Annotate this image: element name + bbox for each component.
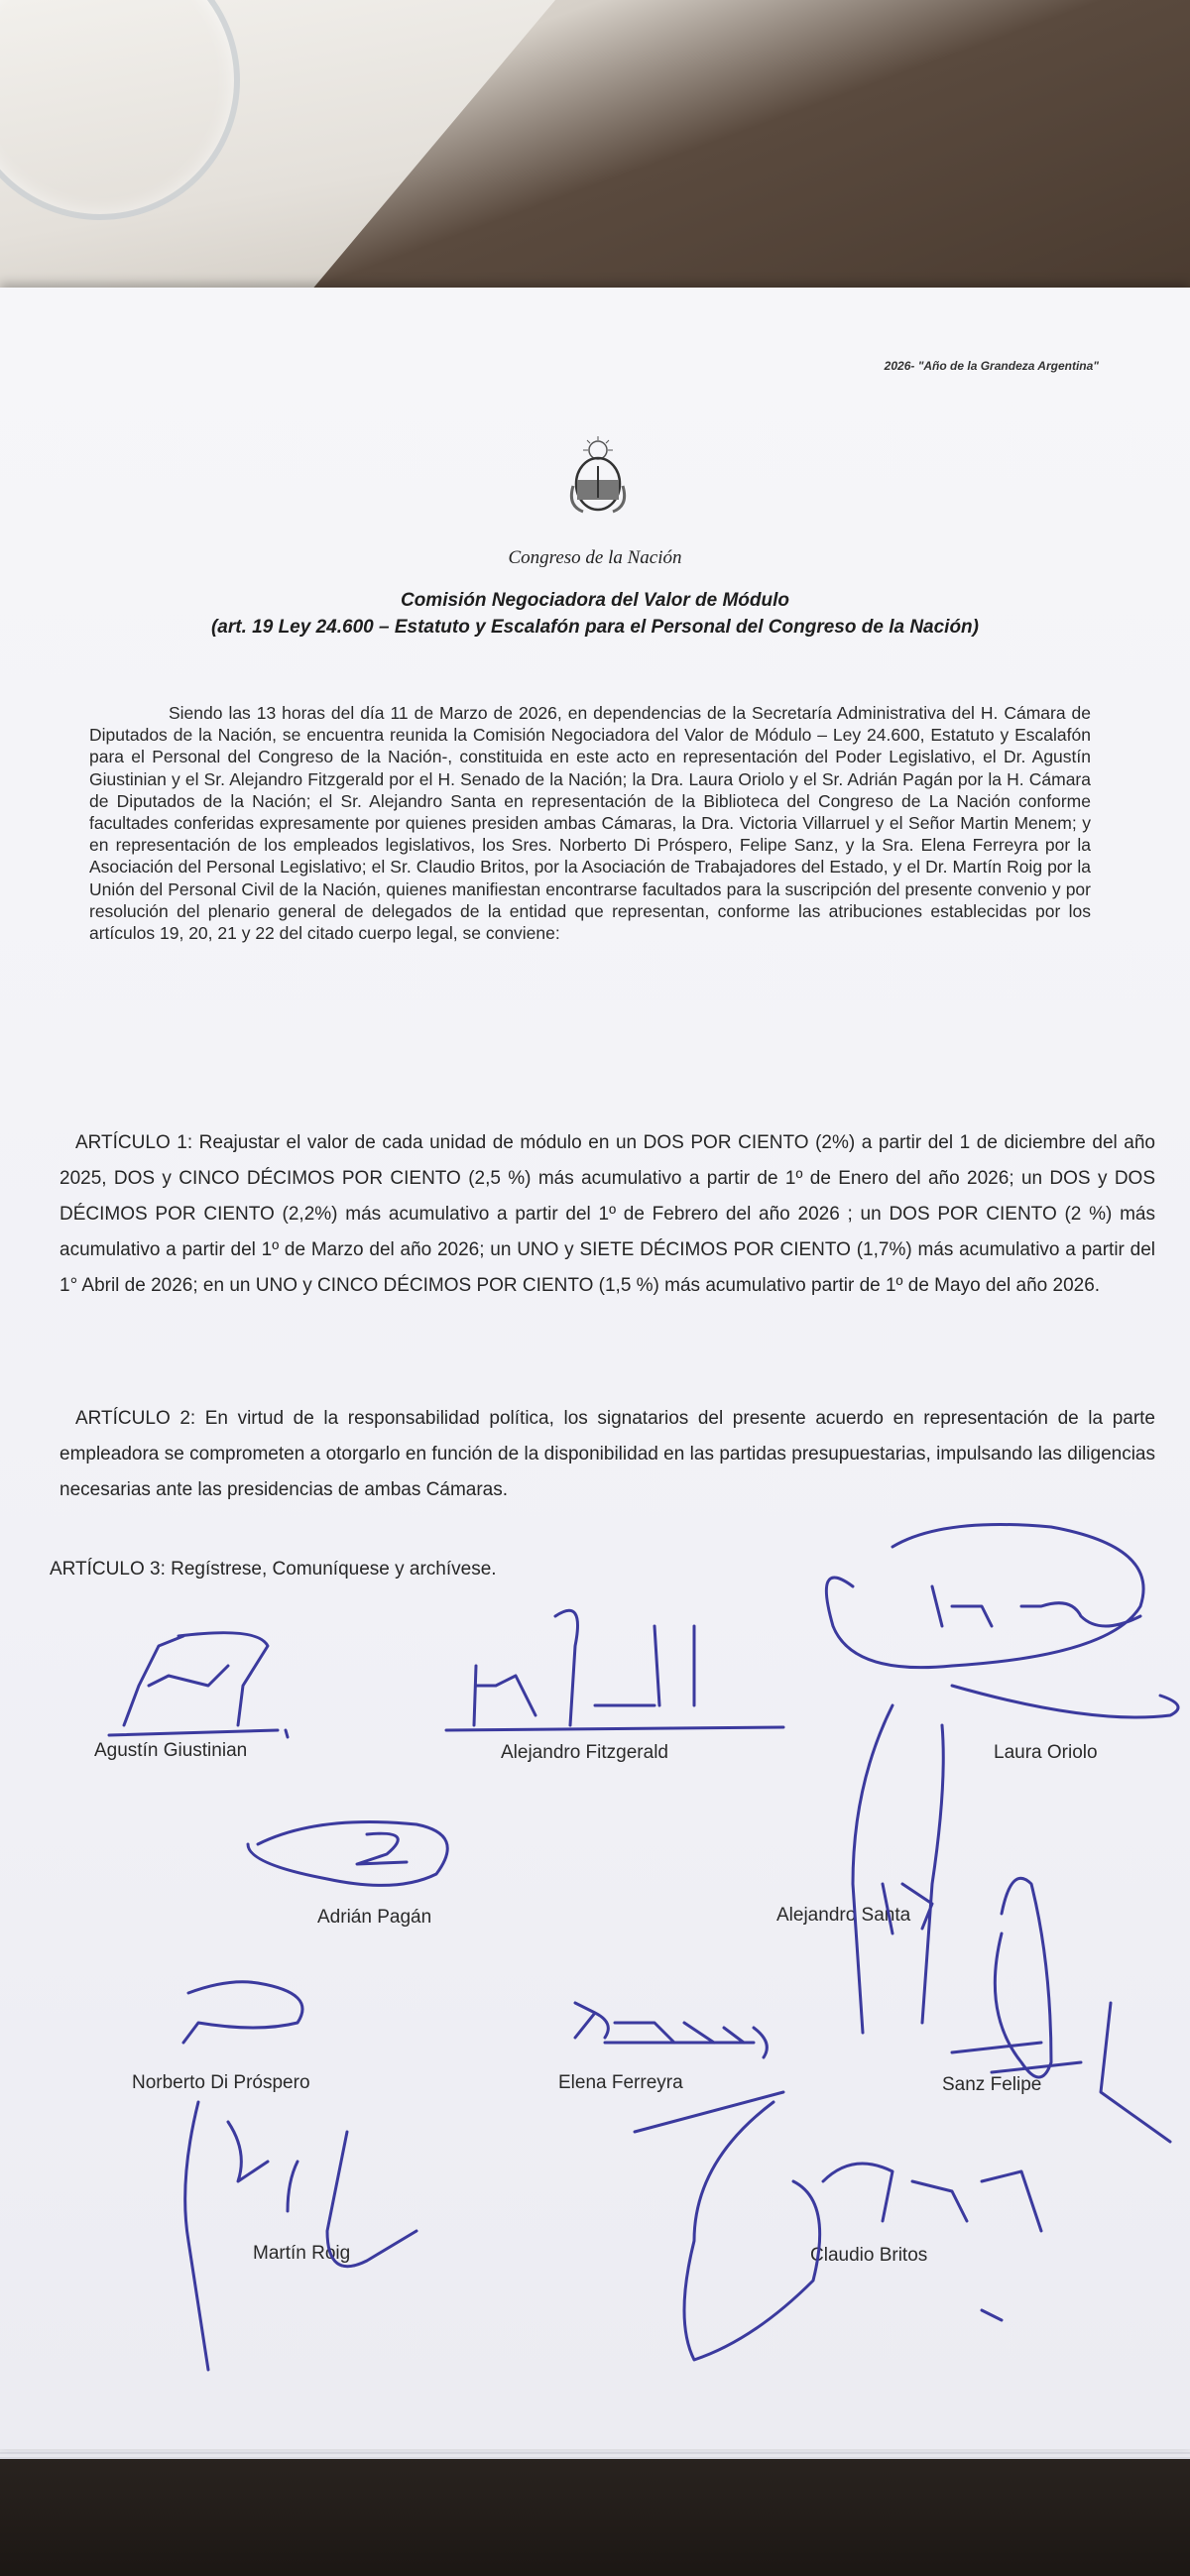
- table-bottom: [0, 2449, 1190, 2576]
- signatory-name: Alejandro Fitzgerald: [501, 1742, 668, 1763]
- article-1: ARTÍCULO 1: Reajustar el valor de cada unidad de módulo en un DOS POR CIENTO (2%) a partir del 1 de diciembre del año 2025, DOS y CINCO DÉCIMOS POR CIENTO (2,5 %) más acumulativo a partir de 1º de Enero del año 2026; un DOS y DOS DÉCIMOS POR CIENTO (2,2%) más acumulativo a partir del 1º de Febrero del año 2026 ; un DOS POR CIENTO (2 %) más acumulativo a partir del 1º de Marzo del año 2026; un UNO y SIETE DÉCIMOS POR CIENTO (1,7%) más acumulativo a partir del 1° Abril de 2026; en un UNO y CINCO DÉCIMOS POR CIENTO (1,5 %) más acumulativo partir de 1º de Mayo del año 2026.: [60, 1132, 1155, 1296]
- institution-name: Congreso de la Nación: [508, 547, 682, 568]
- article-3: ARTÍCULO 3: Regístrese, Comuníquese y archívese.: [50, 1559, 497, 1580]
- signatory-name: Claudio Britos: [810, 2245, 928, 2266]
- year-motto: 2026- "Año de la Grandeza Argentina": [884, 359, 1099, 373]
- signatory-name: Agustín Giustinian: [94, 1740, 248, 1761]
- signatory-name: Martín Roig: [253, 2243, 351, 2264]
- preamble-paragraph: Siendo las 13 horas del día 11 de Marzo de 2026, en dependencias de la Secretaría Administrativa del H. Cámara de Diputados de la Nación, se encuentra reunida la Comisión Negociadora del Valor de Módulo – Ley 24.600, Estatuto y Escalafón para el Personal del Congreso de la Nación-, constituida en este acto en representación del Poder Legislativo, el Dr. Agustín Giustinian y el Sr. Alejandro Fitzgerald por el H. Senado de la Nación; la Dra. Laura Oriolo y el Sr. Adrián Pagán por la H. Cámara de Diputados de la Nación; el Sr. Alejandro Santa en representación de la Biblioteca del Congreso de La Nación conforme facultades conferidas expresamente por quienes presiden ambas Cámaras, la Dra. Victoria Villarruel y el Señor Martin Menem; y en representación de los empleados legislativos, los Sres. Norberto Di Próspero, Felipe Sanz, y la Sra. Elena Ferreyra por la Asociación del Personal Legislativo; el Sr. Claudio Britos, por la Asociación de Trabajadores del Estado, y el Dr. Martín Roig por la Unión del Personal Civil de la Nación, quienes manifiestan encontrarse facultados para la suscripción del presente convenio y por resolución del plenario general de delegados de la entidad que representan, conforme las atribuciones establecidas por los artículos 19, 20, 21 y 22 del citado cuerpo legal, se conviene:: [89, 703, 1091, 944]
- document-page: [0, 288, 1190, 2449]
- signatory-name: Laura Oriolo: [994, 1742, 1098, 1763]
- signatory-name: Sanz Felipe: [942, 2074, 1042, 2095]
- signatory-name: Elena Ferreyra: [558, 2072, 683, 2093]
- signatory-name: Adrián Pagán: [317, 1907, 432, 1928]
- document-subtitle: (art. 19 Ley 24.600 – Estatuto y Escalafón para el Personal del Congreso de la Nación): [210, 617, 979, 638]
- signatory-name: Norberto Di Próspero: [132, 2072, 310, 2093]
- article-2: ARTÍCULO 2: En virtud de la responsabilidad política, los signatarios del presente acuerdo en representación de la parte empleadora se comprometen a otorgarlo en función de la disponibilidad en las partidas presupuestarias, impulsando las diligencias necesarias ante las presidencias de ambas Cámaras.: [60, 1408, 1155, 1500]
- national-emblem-icon: [563, 436, 633, 516]
- document-title: Comisión Negociadora del Valor de Módulo: [400, 590, 789, 611]
- signatory-name: Alejandro Santa: [776, 1905, 911, 1926]
